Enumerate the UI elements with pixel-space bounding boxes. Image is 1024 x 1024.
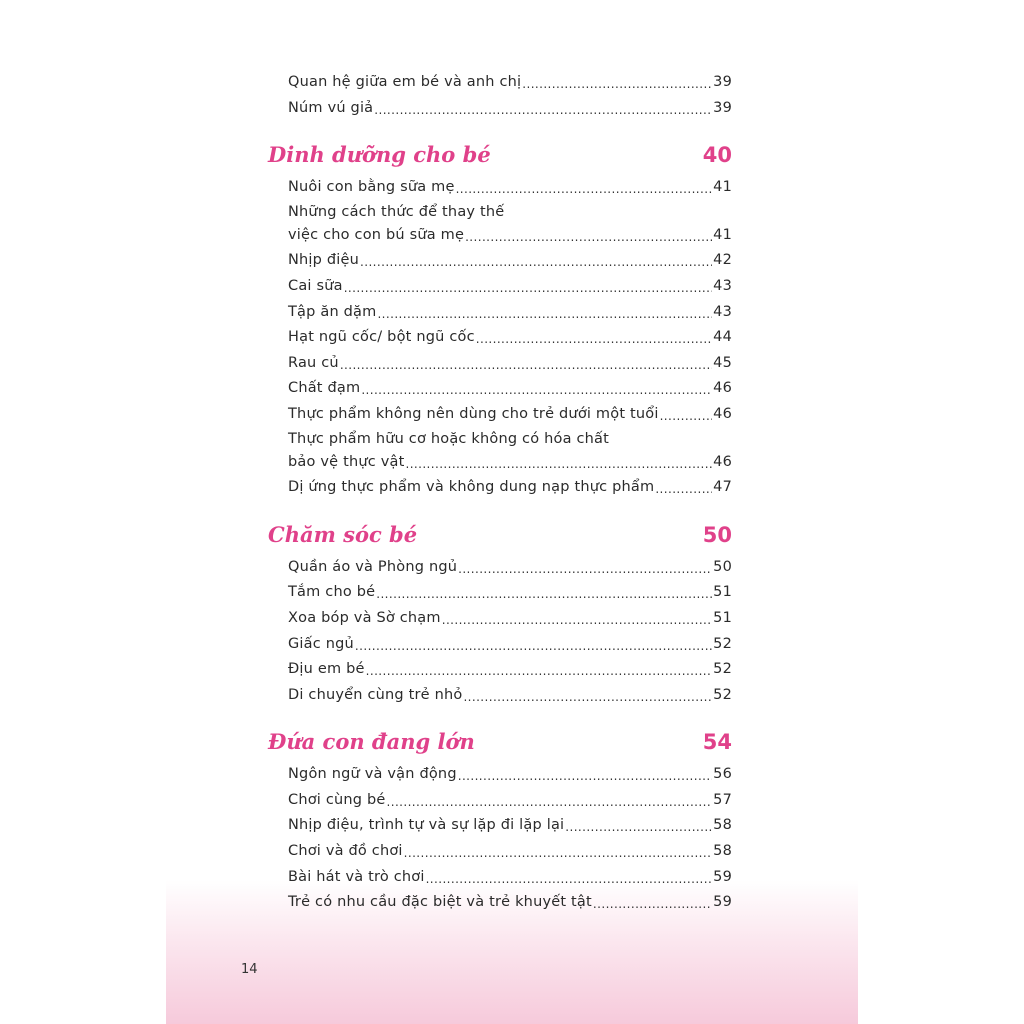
dot-leader [405,452,712,470]
toc-entry-row [288,865,732,891]
toc-entry [288,475,732,501]
dot-leader [355,634,712,652]
toc-entry-row [288,839,732,865]
toc-entry-row [288,175,732,201]
dot-leader [361,378,712,396]
toc-entry-row [288,788,732,814]
toc-entry-page: 43 [713,303,732,320]
toc-entry-page: 41 [713,226,732,243]
toc-entry [288,274,732,300]
toc-entry-title: Xoa bóp và Sờ chạm [288,609,441,626]
toc-entry-title: Chất đạm [288,380,361,397]
toc-entry [288,788,732,814]
toc-entry-title: Bài hát và trò chơi [288,868,425,885]
toc-entry-title: Địu em bé [288,661,365,678]
toc-entry-title: Ngôn ngữ và vận động [288,766,457,783]
toc-entry-title: Hạt ngũ cốc/ bột ngũ cốc [288,329,475,346]
dot-leader [593,892,712,910]
toc-entry-title: Nuôi con bằng sữa mẹ [288,179,455,196]
toc-entry-row [288,580,732,606]
toc-entry-title: Dị ứng thực phẩm và không dung nạp thực phẩm [288,479,655,496]
toc-entry-row [288,70,732,96]
dot-leader [426,867,713,885]
toc-entry-title: Nhịp điệu [288,252,360,269]
toc-entry-page: 47 [713,479,732,496]
table-of-contents [268,70,732,916]
toc-entry-title: việc cho con bú sữa mẹ [288,226,465,243]
toc-entry-page: 59 [713,894,732,911]
dot-leader [374,98,712,116]
dot-leader [387,790,713,808]
section-heading [268,521,732,549]
section-page: 50 [702,522,732,547]
dot-leader [660,404,713,422]
toc-entry-row [288,450,732,476]
toc-entry [288,813,732,839]
toc-entry-row [288,475,732,501]
toc-entry-row [288,376,732,402]
dot-leader [442,608,712,626]
toc-entry-title: Thực phẩm không nên dùng cho trẻ dưới một tuổi [288,405,659,422]
toc-entry [288,580,732,606]
toc-entry [288,300,732,326]
toc-entry [288,325,732,351]
toc-entry-page: 45 [713,354,732,371]
toc-entry-row [288,351,732,377]
toc-entry-title: Tắm cho bé [288,584,376,601]
toc-entry-page: 42 [713,252,732,269]
toc-entry-title: Giấc ngủ [288,635,354,652]
page-number: 14 [241,962,258,977]
toc-entry-title: Tập ăn dặm [288,303,377,320]
dot-leader [404,841,712,859]
toc-entry-page: 41 [713,179,732,196]
toc-entry-row [288,632,732,658]
dot-leader [458,557,712,575]
toc-entry [288,70,732,96]
toc-entry-row [288,274,732,300]
toc-entry-title-line1: Những cách thức để thay thế [288,203,505,220]
toc-entry-page: 46 [713,380,732,397]
toc-entry [288,865,732,891]
toc-entry-row [288,555,732,581]
toc-entry [288,376,732,402]
toc-entry-title: bảo vệ thực vật [288,453,405,470]
toc-entry-page: 52 [713,686,732,703]
dot-leader [340,353,712,371]
section-page: 54 [702,730,732,755]
dot-leader [344,276,712,294]
toc-entry-page: 52 [713,635,732,652]
toc-entry-row [288,683,732,709]
toc-entry-page: 39 [713,99,732,116]
toc-entry-title: Di chuyển cùng trẻ nhỏ [288,686,463,703]
toc-entry-page: 58 [713,843,732,860]
toc-entry-row [288,325,732,351]
toc-entry [288,606,732,632]
dot-leader [565,815,712,833]
section-title: Chăm sóc bé [268,521,418,547]
toc-entry-page: 58 [713,817,732,834]
toc-entry [288,657,732,683]
toc-entry-row [288,890,732,916]
toc-entry-page: 50 [713,558,732,575]
toc-entry-row [288,606,732,632]
toc-entry [288,890,732,916]
toc-entry [288,201,732,249]
section-heading [268,728,732,756]
dot-leader [463,685,712,703]
toc-entry [288,402,732,428]
section-title: Dinh dưỡng cho bé [268,142,491,168]
toc-entry-page: 44 [713,329,732,346]
toc-entry-row [288,657,732,683]
toc-entry-row [288,813,732,839]
toc-entry-row [288,223,732,249]
toc-entry-title: Trẻ có nhu cầu đặc biệt và trẻ khuyết tật [288,894,592,911]
section-title: Đứa con đang lớn [268,729,475,755]
section-page: 40 [702,143,732,168]
toc-entry-page: 56 [713,766,732,783]
dot-leader [476,327,712,345]
toc-entry-row [288,300,732,326]
dot-leader [377,302,712,320]
toc-entry-page: 51 [713,584,732,601]
toc-entry-row [288,96,732,122]
dot-leader [456,177,713,195]
section-heading [268,141,732,169]
book-page [166,0,858,1024]
dot-leader [366,659,712,677]
toc-entry-page: 59 [713,868,732,885]
toc-entry-page: 43 [713,277,732,294]
toc-entry-page: 52 [713,661,732,678]
toc-entry [288,839,732,865]
dot-leader [376,582,712,600]
toc-entry [288,762,732,788]
toc-entry [288,555,732,581]
toc-entry-title: Rau củ [288,354,339,371]
toc-entry [288,175,732,201]
toc-entry-title: Quan hệ giữa em bé và anh chị [288,74,522,90]
toc-entry [288,632,732,658]
toc-entry [288,683,732,709]
toc-entry-page: 51 [713,609,732,626]
toc-entry-row [288,762,732,788]
dot-leader [465,225,712,243]
toc-entry [288,351,732,377]
toc-entry-page: 57 [713,791,732,808]
toc-entry-row [288,248,732,274]
toc-entry-title: Chơi cùng bé [288,791,386,808]
dot-leader [522,72,712,90]
dot-leader [655,477,712,495]
toc-entry-title: Nhịp điệu, trình tự và sự lặp đi lặp lại [288,817,565,834]
toc-entry-title-line1: Thực phẩm hữu cơ hoặc không có hóa chất [288,430,609,447]
toc-entry [288,96,732,122]
toc-entry-title: Chơi và đồ chơi [288,843,403,860]
toc-entry-row [288,402,732,428]
toc-entry-page: 39 [713,74,732,90]
toc-entry-title: Cai sữa [288,277,343,294]
toc-entry-title: Núm vú giả [288,99,374,116]
toc-entry-title: Quần áo và Phòng ngủ [288,558,458,575]
dot-leader [360,250,712,268]
dot-leader [458,764,712,782]
toc-entry [288,428,732,476]
toc-entry-page: 46 [713,405,732,422]
toc-entry [288,248,732,274]
toc-entry-page: 46 [713,453,732,470]
